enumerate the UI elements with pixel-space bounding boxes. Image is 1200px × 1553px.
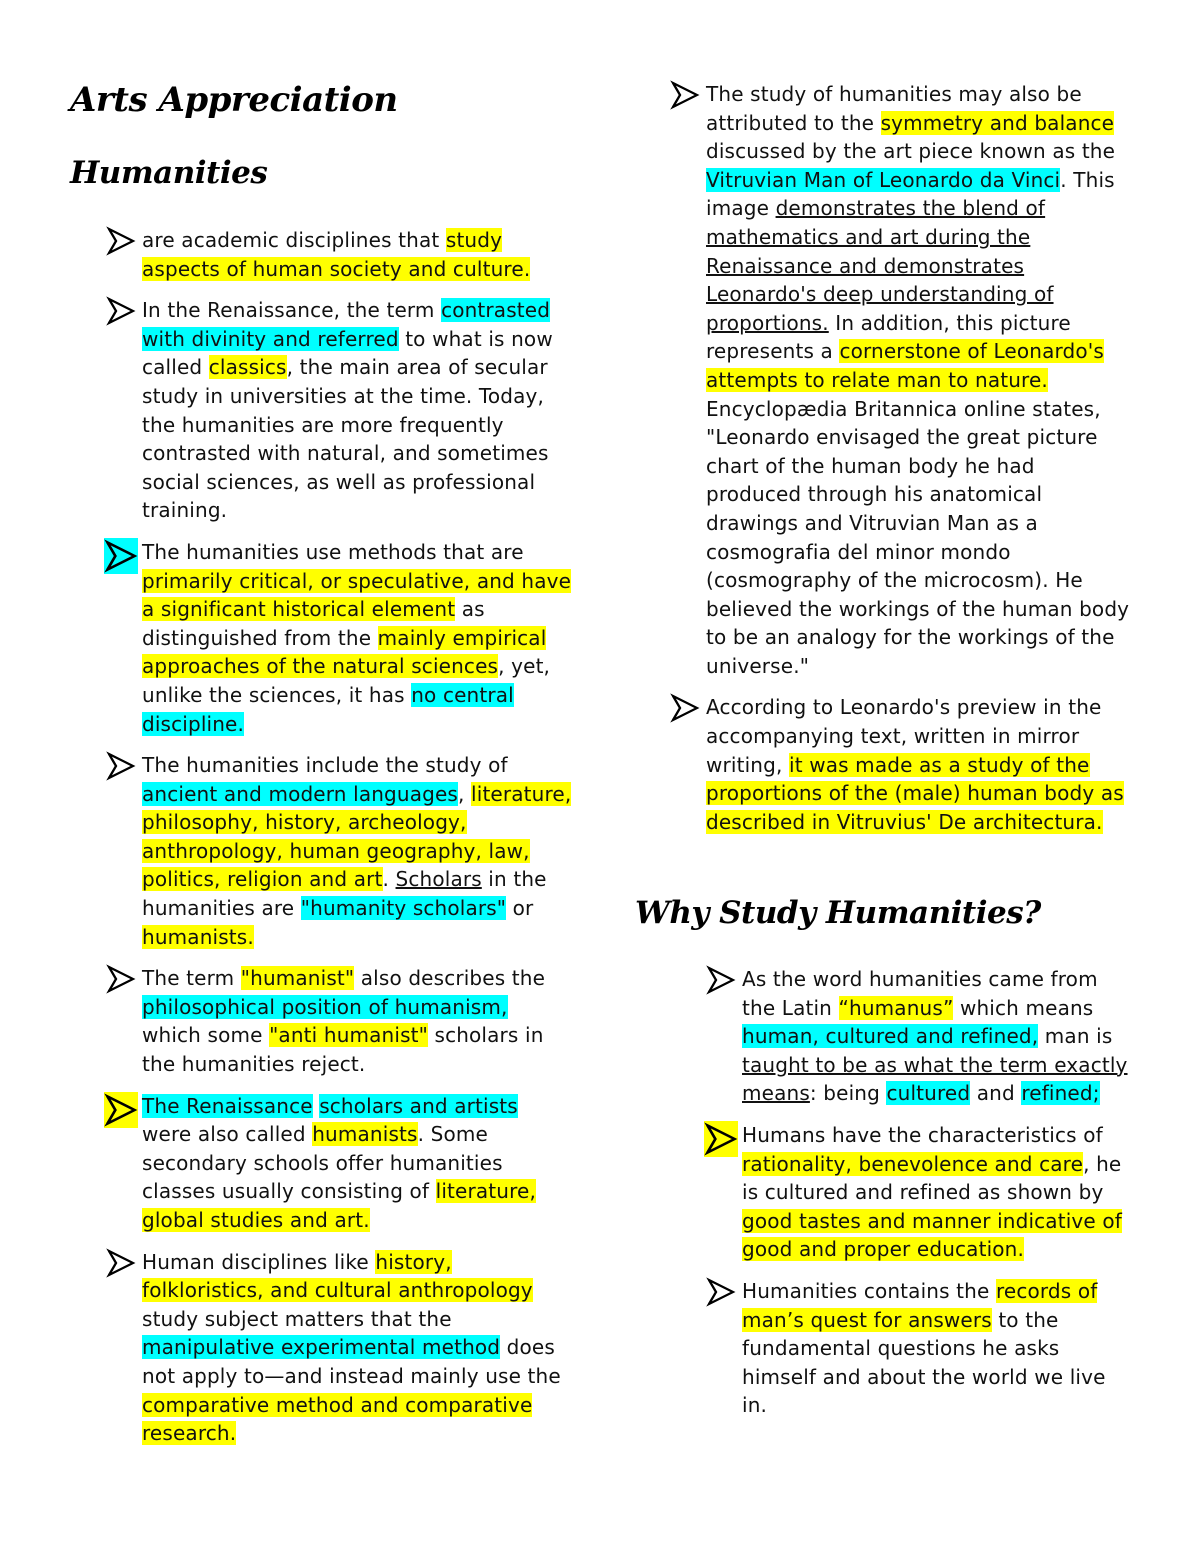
bullet-text: The study of humanities may also be attributed to the symmetry and balance discussed by the art piece known as the Vitruvian Man of Leonardo da Vinci. This image demonstrates the blend of mathematics and art during the Renaissance and demonstrates Leonardo's deep understanding of proportions. In addition, this picture represents a cornerstone of Leonardo's attempts to relate man to nature. Encyclopædia Britannica online states, "Leonardo envisaged the great picture chart of the human body he had produced through his anatomical drawings and Vitruvian Man as a cosmografia del minor mondo (cosmography of the microcosm). He believed the workings of the human body to be an analogy for the workings of the universe.": [706, 82, 1130, 678]
arrow-bullet-icon: [670, 693, 700, 723]
section-heading-humanities: Humanities: [70, 155, 268, 191]
bullet-item: [106, 538, 572, 738]
section-heading-why-study: Why Study Humanities?: [635, 895, 1041, 931]
arrow-bullet-icon: [106, 296, 136, 326]
bullet-item: [706, 1277, 1130, 1420]
arrow-bullet-icon: [706, 1277, 736, 1307]
bullet-item: [106, 1092, 572, 1235]
bullet-text: Humanities contains the records of man’s quest for answers to the fundamental questions he asks himself and about the world we live in.: [742, 1278, 1106, 1418]
bullet-text: Human disciplines like history, folkloristics, and cultural anthropology study subject matters that the manipulative experimental method does not apply to—and instead mainly use the comparative method and comparative research.: [142, 1249, 561, 1446]
arrow-bullet-icon: [106, 1248, 136, 1278]
arrow-bullet-icon: [104, 1092, 138, 1128]
left-column: [106, 226, 572, 1461]
bullet-text: are academic disciplines that study aspects of human society and culture.: [142, 228, 531, 281]
bullet-text: The term "humanist" also describes the philosophical position of humanism, which some "anti humanist" scholars in the humanities reject.: [142, 966, 546, 1077]
arrow-bullet-icon: [104, 538, 138, 574]
bullet-text: In the Renaissance, the term contrasted with divinity and referred to what is now called classics, the main area of secular study in universities at the time. Today, the humanities are more frequently contrasted with natural, and sometimes social sciences, as well as professional training.: [142, 298, 553, 523]
bullet-text: According to Leonardo's preview in the accompanying text, written in mirror writing, it was made as a study of the proportions of the (male) human body as described in Vitruvius' De architectura.: [706, 695, 1124, 834]
arrow-bullet-icon: [106, 964, 136, 994]
bullet-item: [106, 226, 572, 283]
bullet-item: [106, 751, 572, 951]
bullet-text: The humanities include the study of ancient and modern languages, literature, philosophy, history, archeology, anthropology, human geography, law, politics, religion and art. Scholars in the humanities are "humanity scholars" or humanists.: [142, 753, 572, 949]
bullet-item: [106, 964, 572, 1078]
bullet-text: As the word humanities came from the Latin “humanus” which means human, cultured and refined, man is taught to be as what the term exactly means: being cultured and refined;: [742, 967, 1128, 1106]
bullet-text: The Renaissance scholars and artists were also called humanists. Some secondary schools offer humanities classes usually consisting of literature, global studies and art.: [142, 1093, 536, 1232]
bullet-text: Humans have the characteristics of rationality, benevolence and care, he is cultured and refined as shown by good tastes and manner indicative of good and proper education.: [742, 1122, 1122, 1262]
right-column-why-study: [706, 965, 1130, 1433]
bullet-item: [106, 1248, 572, 1448]
right-column: [670, 80, 1130, 849]
arrow-bullet-icon: [706, 965, 736, 995]
bullet-item: [706, 1121, 1130, 1264]
arrow-bullet-icon: [670, 80, 700, 110]
bullet-item: [670, 693, 1130, 836]
document-title: Arts Appreciation: [70, 80, 398, 120]
bullet-item: [106, 296, 572, 525]
arrow-bullet-icon: [704, 1121, 738, 1157]
arrow-bullet-icon: [106, 226, 136, 256]
arrow-bullet-icon: [106, 751, 136, 781]
bullet-text: The humanities use methods that are primarily critical, or speculative, and have a significant historical element as distinguished from the mainly empirical approaches of the natural sciences, yet, unlike the sciences, it has no central discipline.: [142, 539, 572, 736]
bullet-item: [670, 80, 1130, 680]
bullet-item: [706, 965, 1130, 1108]
